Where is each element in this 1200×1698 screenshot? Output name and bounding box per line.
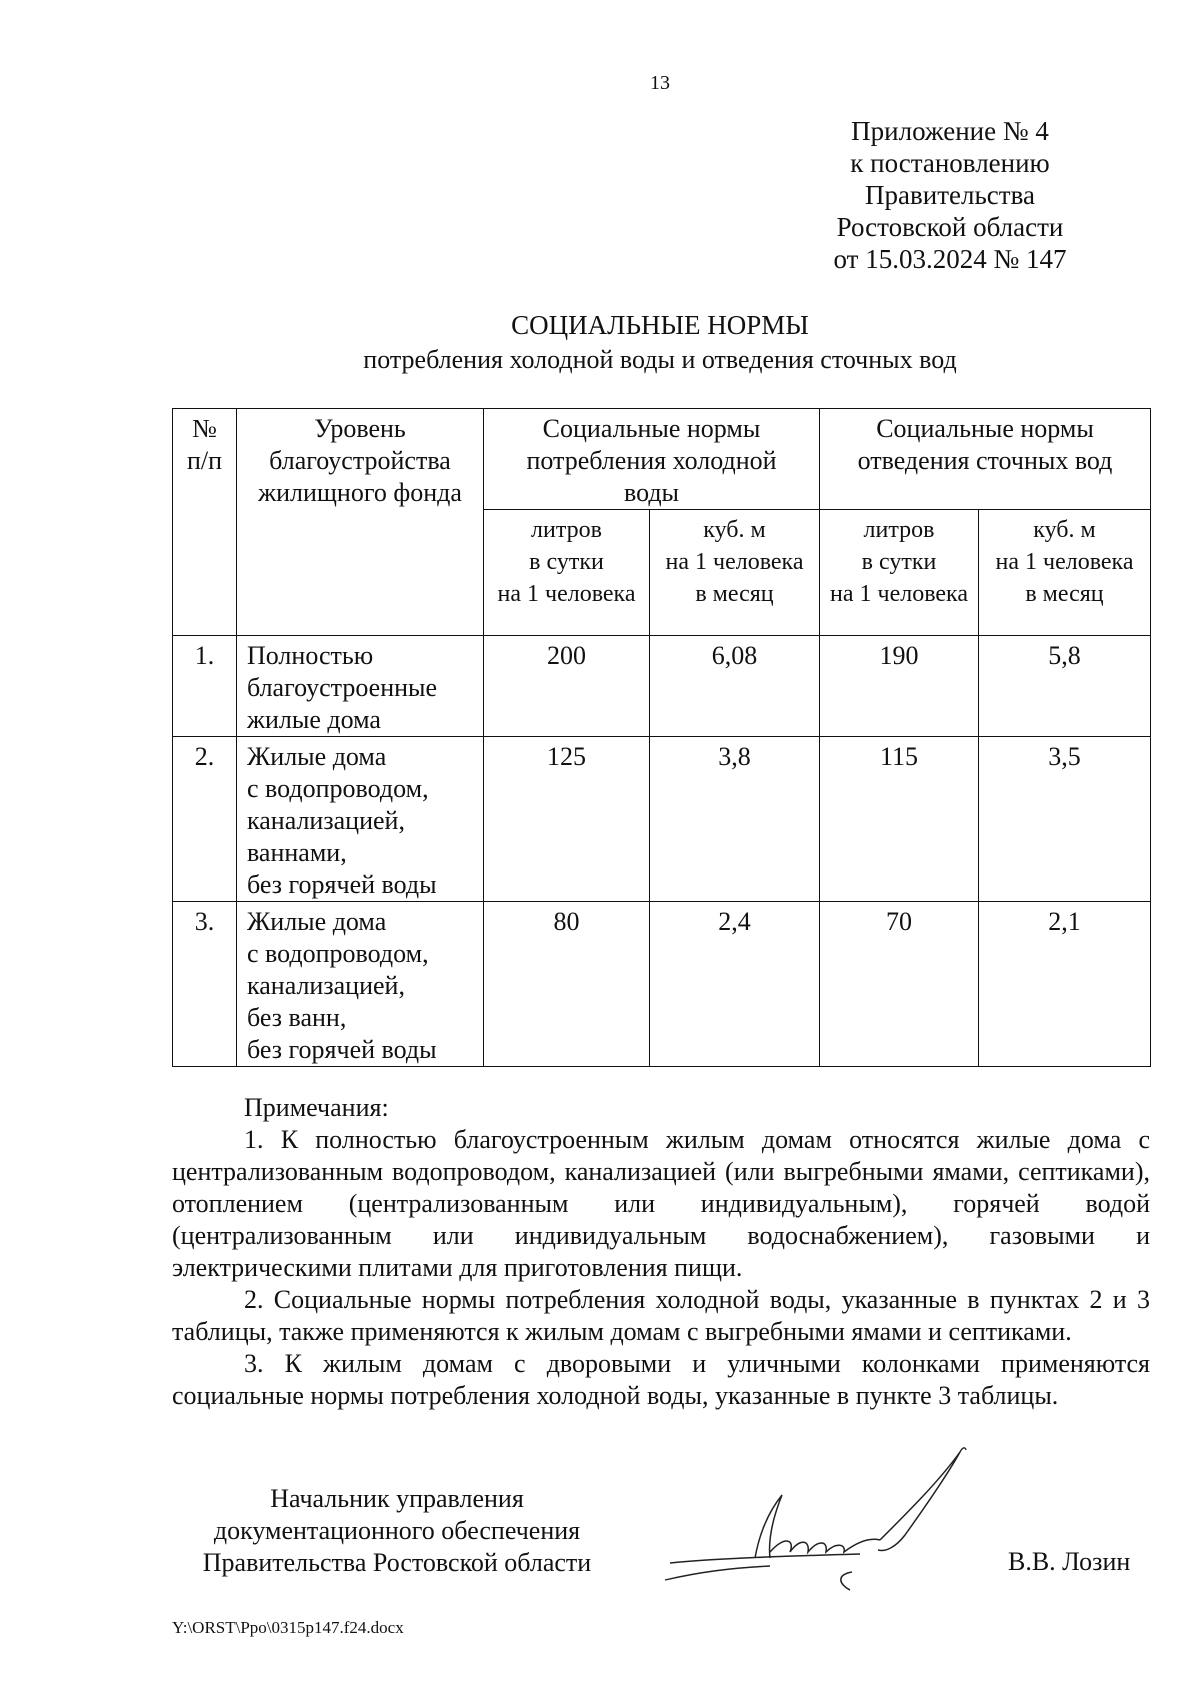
row-value: 125 [484, 737, 650, 902]
norms-table [172, 408, 1151, 1067]
handwritten-signature [660, 1440, 1000, 1605]
row-level: Полностью благоустроенные жилые дома [237, 636, 484, 737]
row-value: 70 [820, 902, 979, 1067]
table-row [173, 902, 1151, 1067]
page-number: 13 [650, 72, 670, 94]
row-value: 115 [820, 737, 979, 902]
notes-heading: Примечания: [244, 1093, 389, 1122]
notes-section [172, 1092, 1150, 1412]
note-item: 3. К жилым домам с дворовыми и уличными колонками применяются социальные нормы потребления холодной воды, указанные в пункте 3 таблицы. [172, 1349, 1150, 1410]
row-number: 1. [173, 636, 237, 737]
row-value: 190 [820, 636, 979, 737]
appendix-line: Приложение № 4 [851, 116, 1049, 146]
row-value: 6,08 [650, 636, 820, 737]
row-value: 200 [484, 636, 650, 737]
subheader-cubic-per-month: куб. м на 1 человека в месяц [979, 510, 1151, 636]
signatory-position [172, 1483, 622, 1579]
file-path: Y:\ORST\Ppo\0315p147.f24.docx [172, 1618, 404, 1637]
header-level: Уровень благоустройства жилищного фонда [237, 409, 484, 636]
header-wastewater: Социальные нормы отведения сточных вод [820, 409, 1151, 510]
header-number: № п/п [173, 409, 237, 636]
position-line: Правительства Ростовской области [202, 1548, 592, 1577]
row-value: 3,8 [650, 737, 820, 902]
signatory-name: В.В. Лозин [1008, 1547, 1131, 1576]
position-line: Начальник управления [270, 1484, 524, 1513]
note-item: 2. Социальные нормы потребления холодной воды, указанные в пунктах 2 и 3 таблицы, также применяются к жилым домам с выгребными ямами и септиками. [172, 1285, 1150, 1346]
row-value: 2,4 [650, 902, 820, 1067]
row-value: 3,5 [979, 737, 1151, 902]
subheader-liters-per-day: литров в сутки на 1 человека [820, 510, 979, 636]
table-row [173, 636, 1151, 737]
row-value: 5,8 [979, 636, 1151, 737]
subheader-liters-per-day: литров в сутки на 1 человека [484, 510, 650, 636]
position-line: документационного обеспечения [213, 1516, 581, 1545]
appendix-line: от 15.03.2024 № 147 [833, 244, 1067, 274]
document-title: СОЦИАЛЬНЫЕ НОРМЫ [511, 310, 809, 340]
note-item: 1. К полностью благоустроенным жилым домам относятся жилые дома с централизованным водопроводом, канализацией (или выгребными ямами, септиками), отоплением (централизованным или индивидуальным), горячей водой (централизованным или индивидуальным водоснабжением), газовыми и электрическими плитами для приготовления пищи. [172, 1125, 1150, 1282]
row-level: Жилые дома с водопроводом, канализацией, ваннами, без горячей воды [237, 737, 484, 902]
row-level: Жилые дома с водопроводом, канализацией, без ванн, без горячей воды [237, 902, 484, 1067]
appendix-line: Правительства [865, 180, 1035, 210]
header-cold-water: Социальные нормы потребления холодной воды [484, 409, 820, 510]
appendix-reference [800, 115, 1100, 275]
row-number: 3. [173, 902, 237, 1067]
row-value: 80 [484, 902, 650, 1067]
appendix-line: к постановлению [850, 148, 1050, 178]
document-subtitle: потребления холодной воды и отведения сточных вод [363, 345, 957, 374]
table-row [173, 737, 1151, 902]
row-number: 2. [173, 737, 237, 902]
subheader-cubic-per-month: куб. м на 1 человека в месяц [650, 510, 820, 636]
appendix-line: Ростовской области [836, 212, 1064, 242]
row-value: 2,1 [979, 902, 1151, 1067]
